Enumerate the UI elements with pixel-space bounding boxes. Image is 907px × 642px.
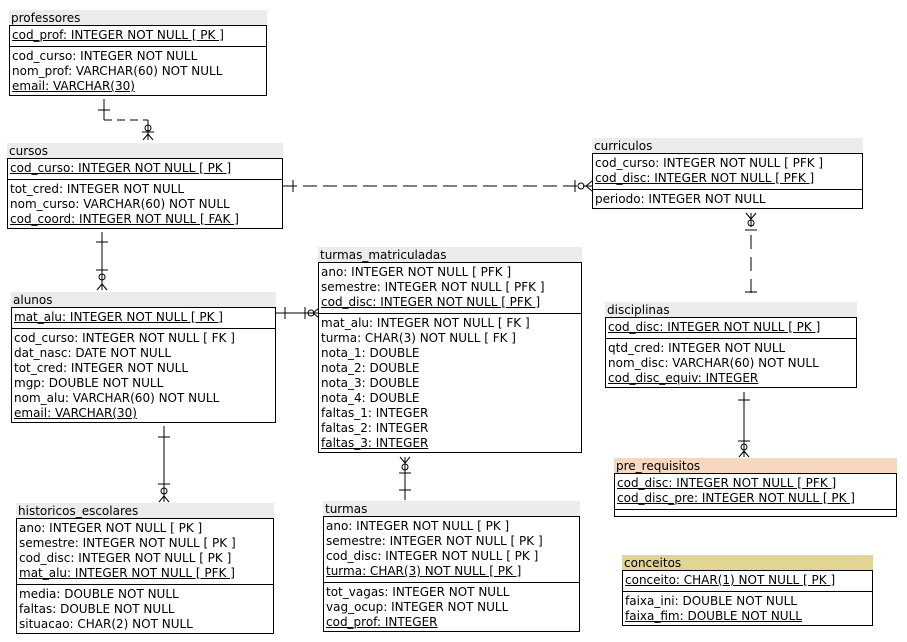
attribute: faltas: DOUBLE NOT NULL xyxy=(19,602,175,616)
key-section xyxy=(319,263,581,314)
entity-body xyxy=(614,473,897,517)
entity-turmas[interactable] xyxy=(323,501,580,632)
entity-disciplinas[interactable] xyxy=(605,302,857,388)
key-attribute: ano: INTEGER NOT NULL [ PFK ] xyxy=(321,265,512,279)
attribute-section xyxy=(17,585,273,633)
attribute: vag_ocup: INTEGER NOT NULL xyxy=(326,600,509,614)
entity-body xyxy=(9,25,267,96)
key-attribute: cod_disc: INTEGER NOT NULL [ PK ] xyxy=(608,320,821,334)
attribute: tot_cred: INTEGER NOT NULL xyxy=(14,361,189,375)
entity-title: disciplinas xyxy=(605,302,857,317)
key-attribute: cod_disc: INTEGER NOT NULL [ PFK ] xyxy=(595,171,815,185)
key-attribute: cod_disc: INTEGER NOT NULL [ PFK ] xyxy=(617,476,837,490)
key-attribute: conceito: CHAR(1) NOT NULL [ PK ] xyxy=(625,573,836,587)
key-section xyxy=(623,571,872,592)
key-attribute: semestre: INTEGER NOT NULL [ PK ] xyxy=(326,534,543,548)
attribute-section xyxy=(324,583,579,631)
key-attribute: semestre: INTEGER NOT NULL [ PK ] xyxy=(19,536,236,550)
attribute: cod_prof: INTEGER xyxy=(326,615,438,629)
entity-title: historicos_escolares xyxy=(16,503,274,518)
key-attribute: ano: INTEGER NOT NULL [ PK ] xyxy=(326,519,510,533)
attribute-section xyxy=(623,592,872,625)
attribute: periodo: INTEGER NOT NULL xyxy=(595,192,766,206)
attribute-section xyxy=(319,314,581,452)
entity-title: turmas_matriculadas xyxy=(318,247,582,262)
entity-conceitos[interactable] xyxy=(622,555,873,626)
entity-body xyxy=(7,158,283,229)
attribute: nota_4: DOUBLE xyxy=(321,391,420,405)
attribute-section xyxy=(12,329,275,422)
rel-cursos-alunos xyxy=(96,232,108,290)
rel-curriculos-disciplinas xyxy=(745,213,757,300)
attribute: tot_vagas: INTEGER NOT NULL xyxy=(326,585,510,599)
entity-body xyxy=(605,317,857,388)
attribute: mat_alu: INTEGER NOT NULL [ FK ] xyxy=(321,316,530,330)
rel-professores-cursos xyxy=(98,99,154,140)
key-section xyxy=(593,154,862,190)
entity-body xyxy=(11,307,276,423)
key-attribute: cod_prof: INTEGER NOT NULL [ PK ] xyxy=(12,28,224,42)
entity-body xyxy=(592,153,863,209)
key-attribute: cod_disc_pre: INTEGER NOT NULL [ PK ] xyxy=(617,491,855,505)
entity-pre-requisitos[interactable] xyxy=(614,458,897,517)
entity-body xyxy=(318,262,582,453)
entity-historicos-escolares[interactable] xyxy=(16,503,274,634)
key-attribute: cod_disc: INTEGER NOT NULL [ PK ] xyxy=(19,551,232,565)
attribute-section xyxy=(8,180,282,228)
attribute: cod_curso: INTEGER NOT NULL [ FK ] xyxy=(14,331,235,345)
attribute: faltas_3: INTEGER xyxy=(321,436,429,450)
attribute-section xyxy=(615,510,896,516)
key-attribute: mat_alu: INTEGER NOT NULL [ PK ] xyxy=(14,310,223,324)
attribute-section xyxy=(593,190,862,208)
attribute: nom_disc: VARCHAR(60) NOT NULL xyxy=(608,356,819,370)
entity-title: curriculos xyxy=(592,138,863,153)
attribute: tot_cred: INTEGER NOT NULL xyxy=(10,182,185,196)
key-section xyxy=(606,318,856,339)
key-attribute: cod_curso: INTEGER NOT NULL [ PK ] xyxy=(10,161,232,175)
attribute: dat_nasc: DATE NOT NULL xyxy=(14,346,172,360)
attribute: cod_coord: INTEGER NOT NULL [ FAK ] xyxy=(10,212,239,226)
entity-body xyxy=(16,518,274,634)
key-section xyxy=(8,159,282,180)
rel-cursos-curriculos xyxy=(283,180,592,192)
key-attribute: turma: CHAR(3) NOT NULL [ PK ] xyxy=(326,564,522,578)
key-section xyxy=(324,517,579,583)
key-attribute: cod_curso: INTEGER NOT NULL [ PFK ] xyxy=(595,156,824,170)
entity-title: conceitos xyxy=(622,555,873,570)
attribute: email: VARCHAR(30) xyxy=(14,406,137,420)
attribute: situacao: CHAR(2) NOT NULL xyxy=(19,617,193,631)
entity-title: cursos xyxy=(7,143,283,158)
entity-professores[interactable] xyxy=(9,10,267,96)
entity-body xyxy=(323,516,580,632)
attribute: nota_1: DOUBLE xyxy=(321,346,420,360)
attribute-section xyxy=(10,47,266,95)
entity-cursos[interactable] xyxy=(7,143,283,229)
rel-alunos-historicos xyxy=(158,426,170,502)
attribute: turma: CHAR(3) NOT NULL [ FK ] xyxy=(321,331,516,345)
attribute: nota_2: DOUBLE xyxy=(321,361,420,375)
key-attribute: mat_alu: INTEGER NOT NULL [ PFK ] xyxy=(19,566,235,580)
rel-alunos-turmas-matriculadas xyxy=(276,307,319,319)
entity-alunos[interactable] xyxy=(11,292,276,423)
key-attribute: ano: INTEGER NOT NULL [ PK ] xyxy=(19,521,203,535)
attribute: nom_alu: VARCHAR(60) NOT NULL xyxy=(14,391,220,405)
attribute: cod_disc_equiv: INTEGER xyxy=(608,371,759,385)
key-section xyxy=(17,519,273,585)
attribute: cod_curso: INTEGER NOT NULL xyxy=(12,49,198,63)
attribute: faltas_1: INTEGER xyxy=(321,406,429,420)
key-section xyxy=(10,26,266,47)
attribute: faixa_fim: DOUBLE NOT NULL xyxy=(625,609,802,623)
key-attribute: cod_disc: INTEGER NOT NULL [ PFK ] xyxy=(321,295,541,309)
attribute: qtd_cred: INTEGER NOT NULL xyxy=(608,341,786,355)
key-attribute: semestre: INTEGER NOT NULL [ PFK ] xyxy=(321,280,545,294)
key-section xyxy=(615,474,896,510)
attribute: email: VARCHAR(30) xyxy=(12,79,135,93)
entity-title: turmas xyxy=(323,501,580,516)
attribute: mgp: DOUBLE NOT NULL xyxy=(14,376,164,390)
entity-title: alunos xyxy=(11,292,276,307)
attribute: nota_3: DOUBLE xyxy=(321,376,420,390)
key-attribute: cod_disc: INTEGER NOT NULL [ PK ] xyxy=(326,549,539,563)
rel-disciplinas-pre-requisitos xyxy=(738,392,750,457)
key-section xyxy=(12,308,275,329)
entity-title: pre_requisitos xyxy=(614,458,897,473)
entity-title: professores xyxy=(9,10,267,25)
entity-turmas-matriculadas[interactable] xyxy=(318,247,582,453)
attribute-section xyxy=(606,339,856,387)
attribute: nom_curso: VARCHAR(60) NOT NULL xyxy=(10,197,230,211)
entity-curriculos[interactable] xyxy=(592,138,863,209)
attribute: faltas_2: INTEGER xyxy=(321,421,429,435)
attribute: nom_prof: VARCHAR(60) NOT NULL xyxy=(12,64,223,78)
attribute: faixa_ini: DOUBLE NOT NULL xyxy=(625,594,797,608)
attribute: media: DOUBLE NOT NULL xyxy=(19,587,179,601)
rel-turmas-matriculadas-turmas xyxy=(399,457,411,500)
entity-body xyxy=(622,570,873,626)
